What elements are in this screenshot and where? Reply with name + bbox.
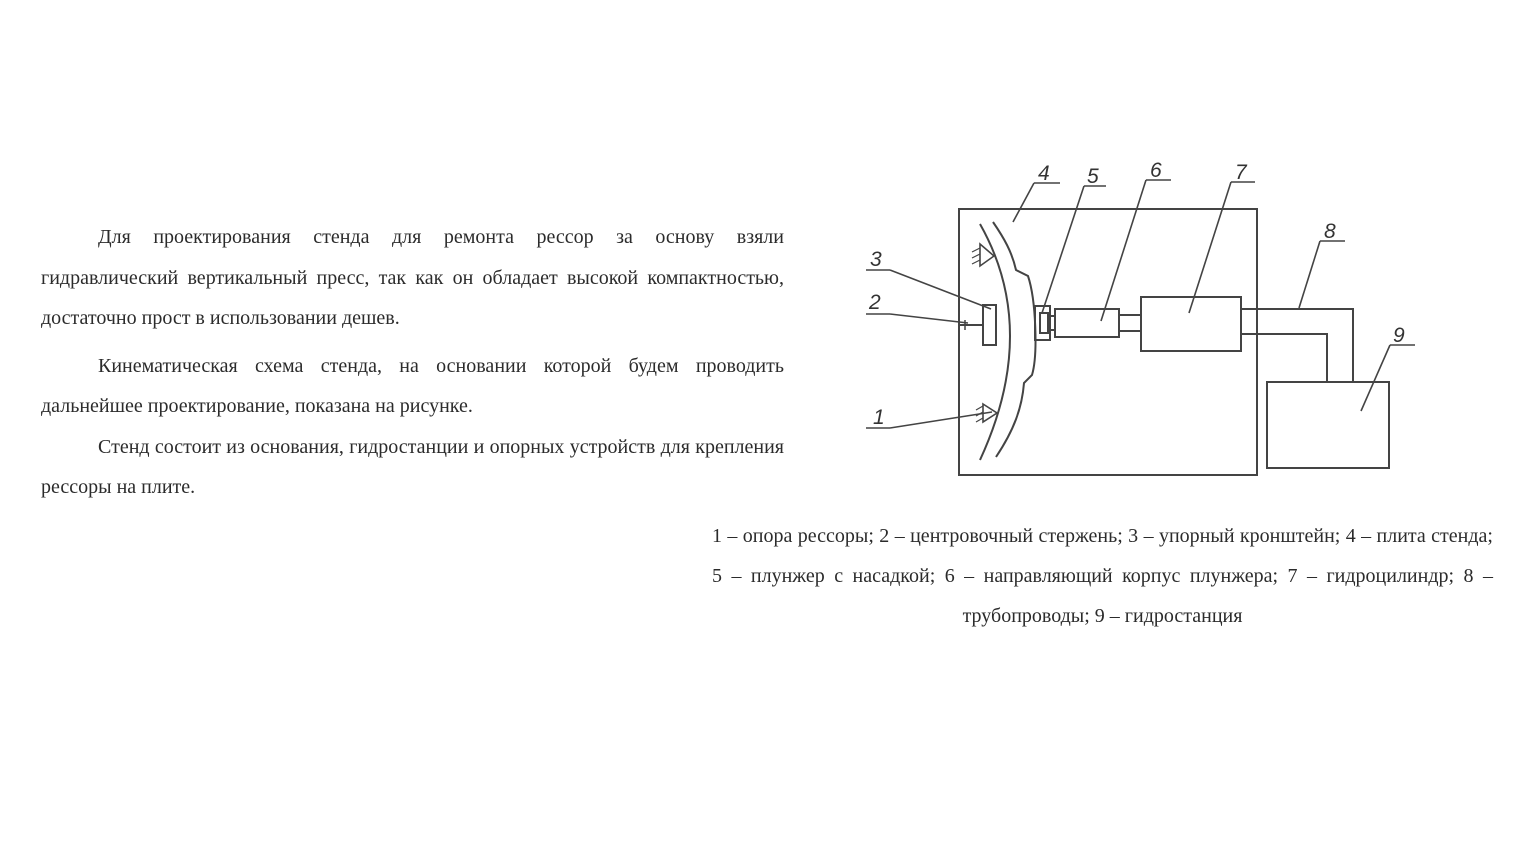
body-text	[41, 217, 784, 508]
pipeline-2	[1241, 334, 1327, 382]
hydrostation	[1267, 382, 1389, 468]
plate-rect	[959, 209, 1257, 475]
paragraph-2: Кинематическая схема стенда, на основании которой будем проводить дальнейшее проектирование, показана на рисунке.	[41, 354, 784, 417]
label-5: 5	[1087, 165, 1099, 188]
paragraph-1: Для проектирования стенда для ремонта рессор за основу взяли гидравлический вертикальный пресс, так как он обладает высокой компактностью, достаточно прост в использовании дешев.	[41, 226, 784, 329]
guide-body	[1055, 309, 1119, 337]
label-4: 4	[1038, 162, 1050, 185]
bracket	[983, 305, 996, 345]
label-3: 3	[870, 248, 882, 271]
label-9: 9	[1393, 324, 1405, 347]
figure-caption: 1 – опора рессоры; 2 – центровочный стержень; 3 – упорный кронштейн; 4 – плита стенда; 5 – плунжер с насадкой; 6 – направляющий корпус плунжера; 7 – гидроцилиндр; 8 – трубопроводы; 9 – гидростанция	[712, 525, 1493, 627]
label-1: 1	[873, 406, 885, 429]
label-2: 2	[869, 291, 881, 314]
label-6: 6	[1150, 159, 1162, 182]
paragraph-3: Стенд состоит из основания, гидростанции и опорных устройств для крепления рессоры на плите.	[41, 435, 784, 498]
label-8: 8	[1324, 220, 1336, 243]
label-7: 7	[1235, 161, 1247, 184]
kinematic-diagram	[858, 152, 1428, 487]
